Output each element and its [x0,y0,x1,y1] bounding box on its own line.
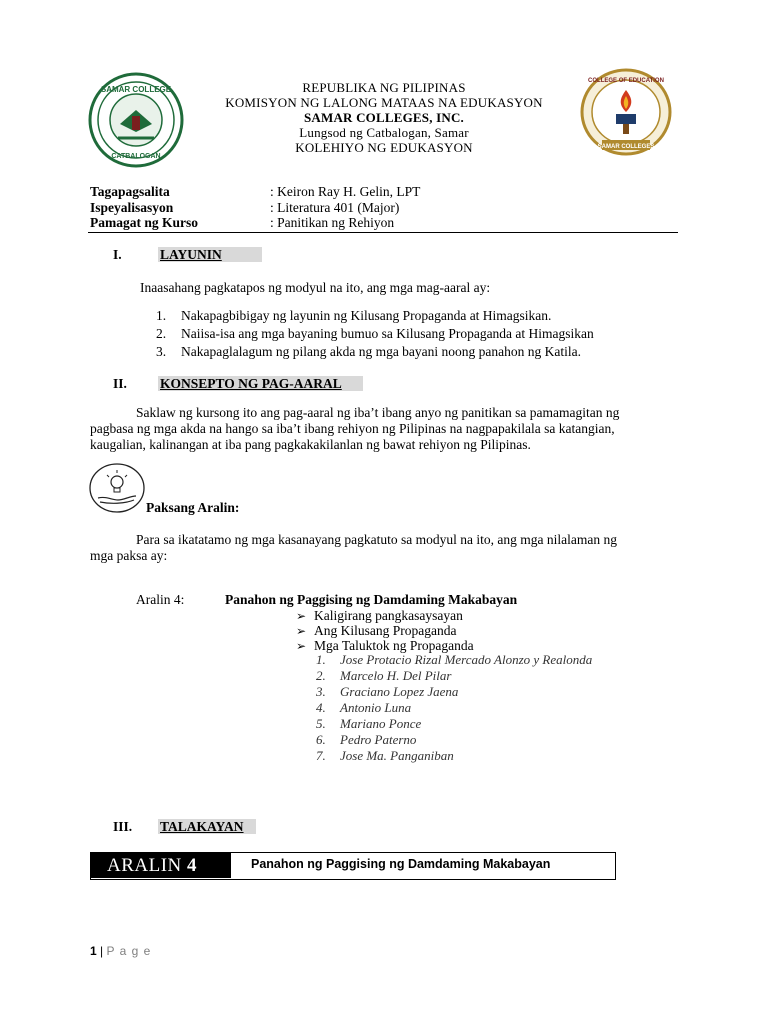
list-item-number: 4. [316,700,326,715]
arrow-bullet-icon: ➢ [296,624,307,638]
list-item-text: Ang Kilusang Propaganda [314,623,457,638]
list-item-number: 2. [316,668,326,683]
list-item [316,668,451,684]
info-label: Pamagat ng Kurso [90,215,198,230]
paksang-aralin-label: Paksang Aralin: [146,500,240,515]
list-item-text: Naiisa-isa ang mga bayaning bumuo sa Kilusang Propaganda at Himagsikan [181,326,594,341]
left-logo-text-top: SAMAR COLLEGE [100,85,172,94]
list-item-text: Mga Taluktok ng Propaganda [314,638,474,653]
page-word: P a g e [106,944,152,958]
aralin-banner [90,852,616,880]
info-label: Tagapagsalita [90,184,170,199]
list-item-text: Jose Protacio Rizal Mercado Alonzo y Realonda [340,652,593,667]
aralin-banner-label-box [91,853,231,878]
page-footer [90,944,151,958]
header-kolehiyo: KOLEHIYO NG EDUKASYON [295,140,473,155]
list-item-number: 1. [316,652,326,667]
right-logo-text-top: COLLEGE OF EDUCATION [588,78,664,84]
list-item [316,732,416,748]
info-value: : Keiron Ray H. Gelin, LPT [270,184,421,199]
header-divider [88,232,678,233]
paksang-paragraph-line-2: mga paksa ay: [90,548,168,563]
info-row-pamagat [0,215,768,231]
list-item [156,326,594,342]
aralin-label: Aralin 4: [136,592,185,607]
header-republika: REPUBLIKA NG PILIPINAS [302,80,466,95]
list-item-number: 6. [316,732,326,747]
list-item-text: Jose Ma. Panganiban [340,748,454,763]
paksang-paragraph-line-1: Para sa ikatatamo ng mga kasanayang pagkatuto sa modyul na ito, ang mga nilalaman ng [136,532,617,547]
page-number: 1 [90,944,97,958]
info-row-tagapagsalita [0,184,768,200]
list-item [316,748,454,764]
list-item-text: Nakapaglalagum ng pilang akda ng mga bayani noong panahon ng Katila. [181,344,582,359]
right-logo-text-bottom: SAMAR COLLEGES [597,144,655,150]
list-item-number: 3. [156,344,167,359]
header-komisyon: KOMISYON NG LALONG MATAAS NA EDUKASYON [225,95,543,110]
arrow-bullet-icon: ➢ [296,609,307,623]
aralin-banner-number: 4 [187,855,198,876]
list-item-text: Antonio Luna [340,700,412,715]
list-item-number: 5. [316,716,326,731]
list-item-text: Nakapagbibigay ng layunin ng Kilusang Propaganda at Himagsikan. [181,308,552,323]
list-item-text: Mariano Ponce [340,716,422,731]
left-logo-text-bottom: CATBALOGAN [111,153,161,160]
page-separator: | [100,944,104,958]
list-item-text: Graciano Lopez Jaena [340,684,459,699]
section-2-paragraph-line-1: Saklaw ng kursong ito ang pag-aaral ng iba’t ibang anyo ng panitikan sa pamamagitan ng [136,405,620,420]
list-item [316,716,421,732]
section-2-paragraph-line-2: pagbasa ng mga akda na hango sa iba’t ibang rehiyon ng Pilipinas na nagpapakilala sa katangian, [90,421,615,436]
section-1-number: I. [113,247,122,262]
list-item [156,308,551,324]
list-item [296,608,463,624]
info-label: Ispeyalisasyon [90,200,174,215]
header-samar-colleges: SAMAR COLLEGES, INC. [303,110,465,125]
list-item-text: Kaligirang pangkasaysayan [314,608,463,623]
aralin-banner-title: Panahon ng Paggising ng Damdaming Makabayan [251,857,551,871]
list-item-number: 7. [316,748,326,763]
aralin-title: Panahon ng Paggising ng Damdaming Makabayan [225,592,518,607]
info-value: : Literatura 401 (Major) [270,200,400,215]
list-item-text: Marcelo H. Del Pilar [340,668,452,683]
section-1-intro: Inaasahang pagkatapos ng modyul na ito, ang mga mag-aaral ay: [140,280,491,295]
list-item-text: Pedro Paterno [340,732,417,747]
list-item [316,684,458,700]
list-item [296,623,456,639]
section-1-title: LAYUNIN [158,247,262,262]
list-item-number: 2. [156,326,167,341]
list-item [156,344,581,360]
header-lungsod: Lungsod ng Catbalogan, Samar [299,125,469,140]
info-row-ispeyalisasyon [0,200,768,216]
section-3-number: III. [113,819,133,834]
section-3-title: TALAKAYAN [158,819,256,834]
arrow-bullet-icon: ➢ [296,639,307,653]
list-item-number: 3. [316,684,326,699]
list-item [316,652,592,668]
aralin-banner-label: ARALIN [107,855,182,876]
section-2-number: II. [113,376,127,391]
list-item [316,700,411,716]
info-value: : Panitikan ng Rehiyon [270,215,395,230]
section-2-paragraph-line-3: kaugalian, kalinangan at iba pang pagkakakilanlan ng bawat rehiyon ng Pilipinas. [90,437,531,452]
list-item-number: 1. [156,308,167,323]
lightbulb-hand-icon [88,462,146,514]
section-2-title: KONSEPTO NG PAG-AARAL [158,376,363,391]
